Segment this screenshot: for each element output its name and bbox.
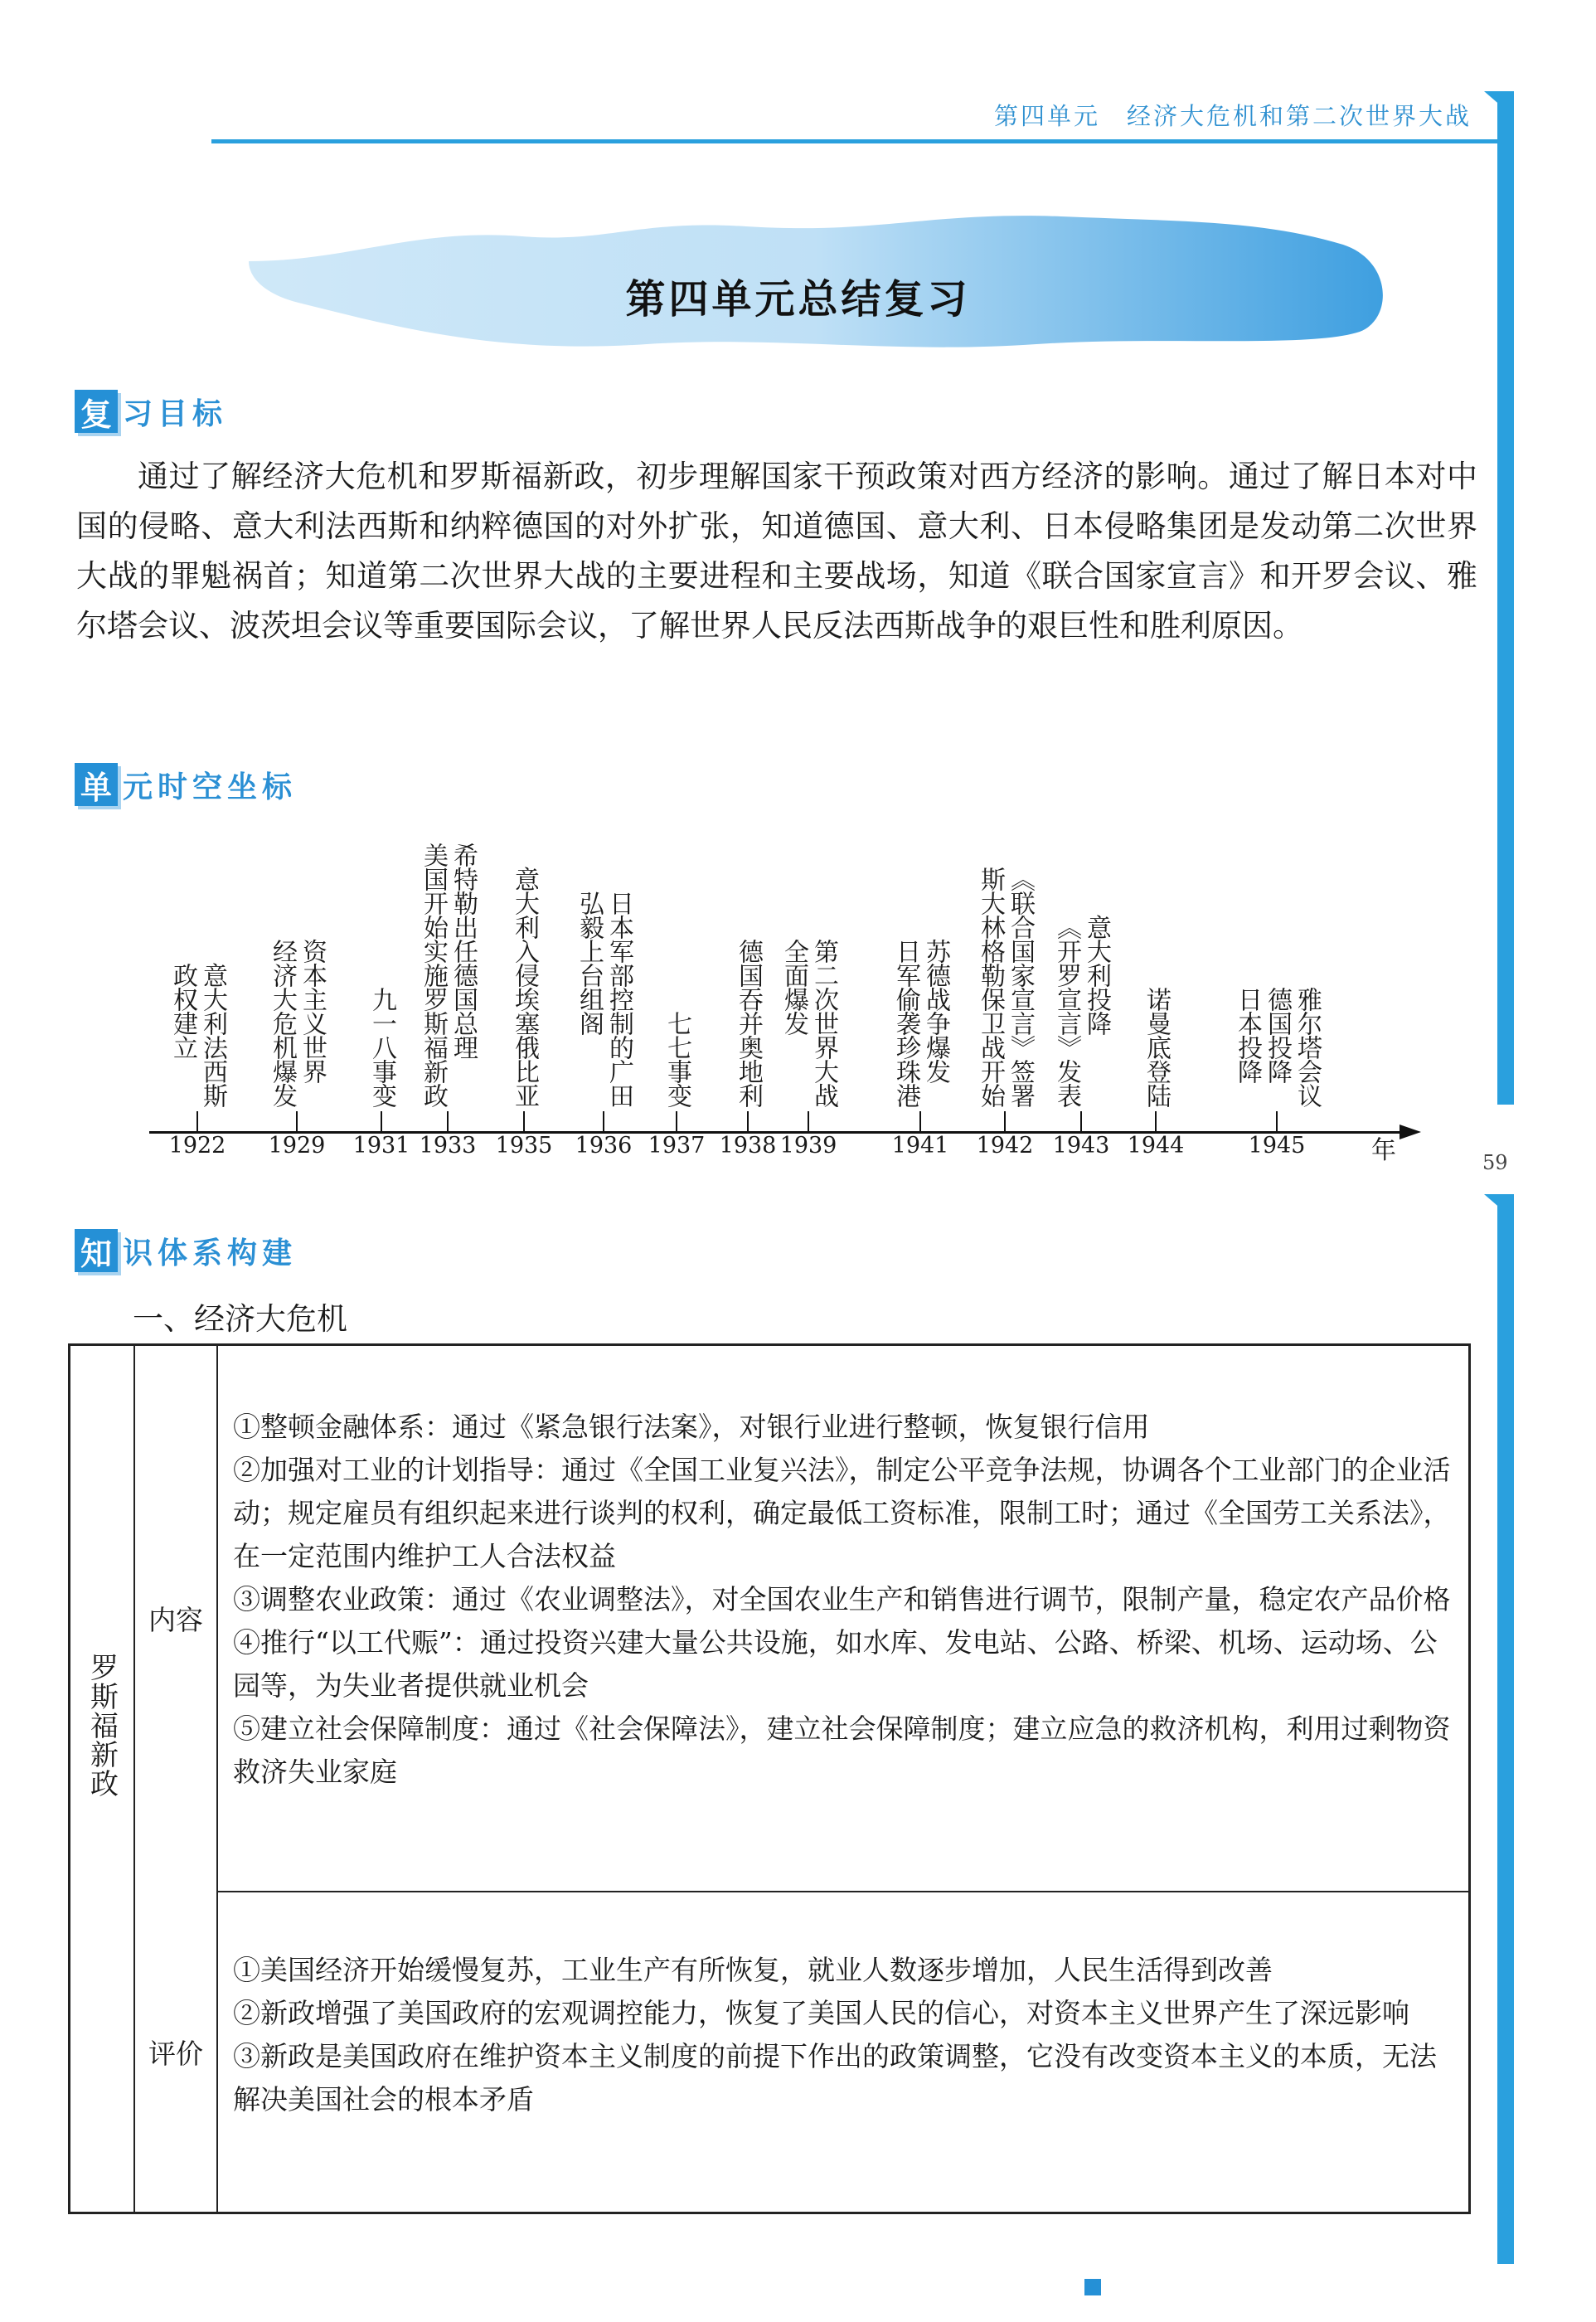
- timeline-event: [977, 867, 1033, 1107]
- timeline-event-text: 弘毅上台组阁: [575, 891, 604, 1035]
- timeline-unit: 年: [1371, 1136, 1396, 1165]
- timeline-tick: [747, 1111, 749, 1132]
- timeline-event-text: 《开罗宣言》发表: [1052, 915, 1081, 1107]
- timeline-year: 1941: [891, 1133, 949, 1159]
- timeline-event: [663, 1011, 690, 1107]
- section-initial: 单: [75, 763, 118, 806]
- running-header: 第四单元 经济大危机和第二次世界大战: [993, 102, 1472, 130]
- review-goals-text: 通过了解经济大危机和罗斯福新政，初步理解国家干预政策对西方经济的影响。通过了解日本对中国的侵略、意大利法西斯和纳粹德国的对外扩张，知道德国、意大利、日本侵略集团是发动第二次世界大战的罪魁祸首；知道第二次世界大战的主要进程和主要战场，知道《联合国家宣言》和开罗会议、雅尔塔会议、波茨坦会议等重要国际会议，了解世界人民反法西斯战争的艰巨性和胜利原因。: [76, 459, 1477, 644]
- timeline-year: 1935: [495, 1133, 553, 1159]
- timeline-tick: [296, 1111, 298, 1132]
- timeline-event-text: 九一八事变: [367, 987, 396, 1107]
- row-label-evaluation: 评价: [148, 2038, 203, 2070]
- timeline-event-text: 政权建立: [168, 963, 197, 1059]
- timeline-event-text: 德国投降: [1263, 987, 1292, 1083]
- list-item: ⑤建立社会保障制度：通过《社会保障法》，建立社会保障制度；建立应急的救济机构，利用过剩物资救济失业家庭: [233, 1712, 1451, 1788]
- timeline-tick: [1155, 1111, 1157, 1132]
- section-knowledge: [75, 1226, 297, 1275]
- section-review-goals: [75, 386, 227, 436]
- page-number: 59: [1482, 1151, 1508, 1174]
- timeline-event: [420, 843, 476, 1107]
- timeline-year: 1931: [352, 1133, 410, 1159]
- timeline-year: 1922: [168, 1133, 226, 1159]
- section-timeline: [75, 760, 297, 809]
- timeline-tick: [1080, 1111, 1082, 1132]
- timeline-year: 1943: [1052, 1133, 1110, 1159]
- row-label-content: 内容: [148, 1604, 203, 1636]
- timeline-year: 1938: [719, 1133, 777, 1159]
- timeline-year: 1945: [1248, 1133, 1306, 1159]
- list-item: ③新政是美国政府在维护资本主义制度的前提下作出的政策调整，它没有改变资本主义的本质，无法解决美国社会的根本矛盾: [233, 2040, 1437, 2116]
- timeline-event: [575, 891, 632, 1107]
- timeline-event-text: 斯大林格勒保卫战开始: [976, 867, 1005, 1107]
- timeline-year: 1929: [268, 1133, 326, 1159]
- timeline-event-text: 诺曼底登陆: [1142, 987, 1171, 1107]
- table-main-label: [70, 1346, 133, 2212]
- timeline-event: [169, 963, 226, 1107]
- list-item: ③调整农业政策：通过《农业调整法》，对全国农业生产和销售进行调节，限制产量，稳定农产品价格: [233, 1583, 1451, 1615]
- timeline-event-text: 意大利入侵埃塞俄比亚: [510, 867, 539, 1107]
- timeline-event: [780, 939, 837, 1107]
- timeline-event: [1053, 915, 1109, 1107]
- timeline-event-text: 德国吞并奥地利: [734, 939, 763, 1107]
- content-cell: [233, 1406, 1457, 1794]
- evaluation-cell: [233, 1949, 1457, 2121]
- main-label-text: 罗斯福新政: [85, 1652, 119, 1798]
- timeline-event-text: 日本军部控制的广田: [604, 891, 633, 1107]
- timeline-year: 1944: [1127, 1133, 1185, 1159]
- timeline-event: [1142, 987, 1169, 1107]
- page-edge-notch-lower: [1484, 1194, 1514, 1206]
- timeline-event-text: 意大利法西斯: [198, 963, 227, 1107]
- timeline-event: [1234, 987, 1320, 1107]
- timeline-tick: [1004, 1111, 1006, 1132]
- timeline-tick: [447, 1111, 449, 1132]
- timeline-event-text: 《联合国家宣言》签署: [1006, 867, 1035, 1107]
- section-title: 元时空坐标: [123, 770, 298, 804]
- page-edge-notch: [1484, 91, 1514, 103]
- timeline-event-text: 第二次世界大战: [809, 939, 838, 1107]
- timeline-event: [735, 939, 761, 1107]
- timeline-event: [892, 939, 948, 1107]
- timeline-event-text: 七七事变: [662, 1011, 691, 1107]
- header-rule: [211, 139, 1505, 143]
- section-initial: 复: [75, 390, 118, 433]
- timeline-year: 1933: [419, 1133, 477, 1159]
- timeline-event-text: 苏德战争爆发: [921, 939, 950, 1083]
- timeline-year: 1942: [976, 1133, 1034, 1159]
- list-item: ④推行“以工代赈”：通过投资兴建大量公共设施，如水库、发电站、公路、桥梁、机场、运动场、公园等，为失业者提供就业机会: [233, 1626, 1438, 1702]
- page-edge-bar: [1497, 91, 1514, 1105]
- timeline-event-text: 日军偷袭珍珠港: [891, 939, 920, 1107]
- list-item: ①整顿金融体系：通过《紧急银行法案》，对银行业进行整顿，恢复银行信用: [233, 1411, 1150, 1443]
- timeline-event-text: 资本主义世界: [298, 939, 327, 1083]
- timeline-tick: [919, 1111, 921, 1132]
- new-deal-table: [68, 1343, 1471, 2214]
- timeline-event-text: 美国开始实施罗斯福新政: [419, 843, 448, 1107]
- timeline-event-text: 日本投降: [1233, 987, 1262, 1083]
- timeline-tick: [808, 1111, 809, 1132]
- timeline-event-text: 雅尔塔会议: [1293, 987, 1322, 1107]
- list-item: ②新政增强了美国政府的宏观调控能力，恢复了美国人民的信心，对资本主义世界产生了深远影响: [233, 1997, 1409, 2029]
- timeline-tick: [1276, 1111, 1278, 1132]
- timeline-year: 1937: [648, 1133, 706, 1159]
- timeline-event: [511, 867, 537, 1107]
- page-edge-bar-lower: [1497, 1194, 1514, 2264]
- subsection-title: 一、经济大危机: [133, 1301, 347, 1337]
- list-item: ①美国经济开始缓慢复苏，工业生产有所恢复，就业人数逐步增加，人民生活得到改善: [233, 1954, 1273, 1986]
- timeline-tick: [196, 1111, 198, 1132]
- timeline-tick: [523, 1111, 525, 1132]
- timeline-event-text: 希特勒出任德国总理: [449, 843, 478, 1059]
- timeline-event: [269, 939, 325, 1107]
- timeline-event-text: 经济大危机爆发: [268, 939, 297, 1107]
- section-title: 识体系构建: [123, 1236, 298, 1270]
- timeline-event-text: 全面爆发: [779, 939, 808, 1035]
- timeline-event: [368, 987, 395, 1107]
- timeline-arrow: [1400, 1125, 1421, 1139]
- timeline-year: 1936: [575, 1133, 633, 1159]
- timeline-year: 1939: [779, 1133, 837, 1159]
- timeline-tick: [381, 1111, 382, 1132]
- list-item: ②加强对工业的计划指导：通过《全国工业复兴法》，制定公平竞争法规，协调各个工业部门的企业活动；规定雇员有组织起来进行谈判的权利，确定最低工资标准，限制工时；通过《全国劳工关系法》，在一定范围内维护工人合法权益: [233, 1454, 1451, 1572]
- section-title: 习目标: [123, 396, 228, 431]
- footer-marker: [1084, 2279, 1101, 2295]
- timeline-tick: [676, 1111, 677, 1132]
- timeline-tick: [603, 1111, 604, 1132]
- table-divider: [218, 1891, 1468, 1892]
- section-initial: 知: [75, 1229, 118, 1272]
- page-title: 第四单元总结复习: [625, 276, 971, 323]
- timeline-event-text: 意大利投降: [1082, 915, 1111, 1035]
